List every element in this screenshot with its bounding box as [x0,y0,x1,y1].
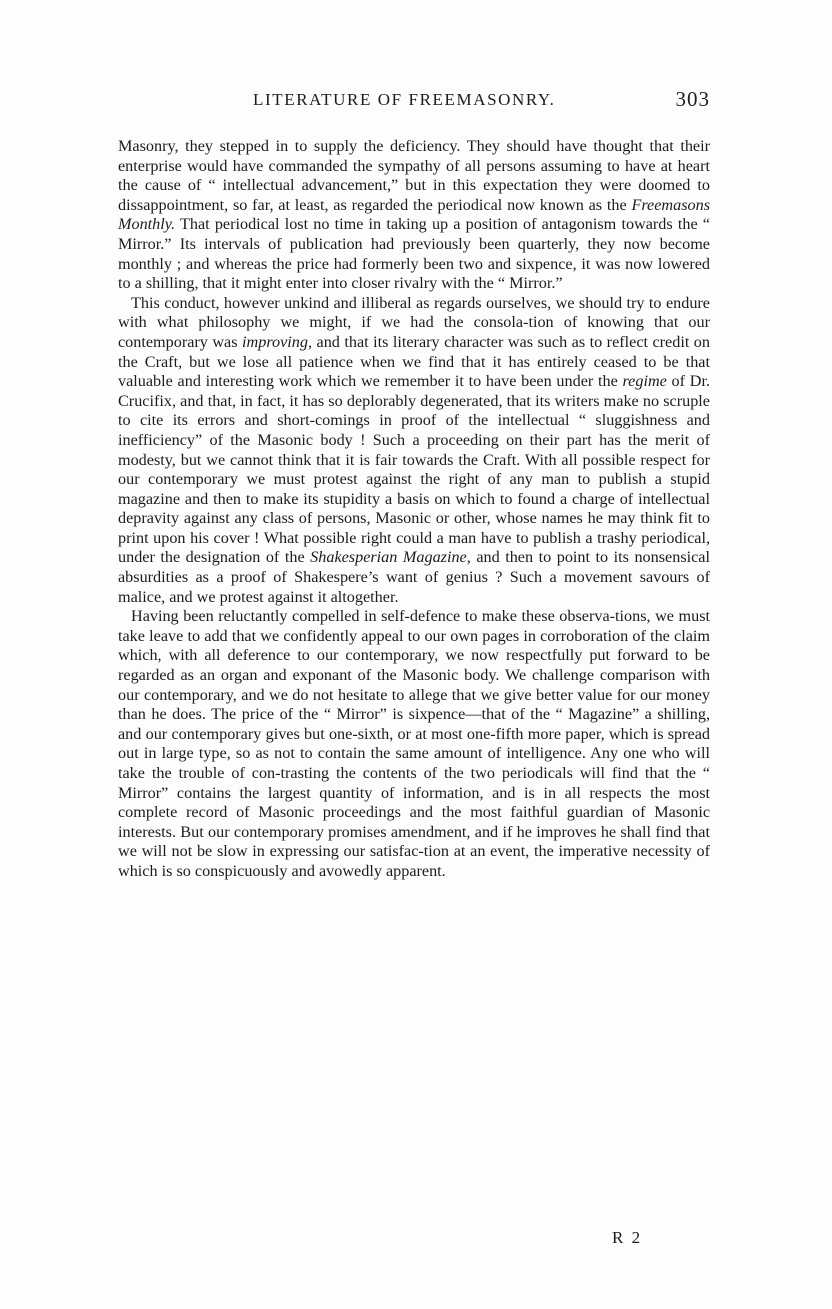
body-text [118,137,710,882]
paragraph-text: and that its literary character was such as to reflect credit on the Craft, but we lose all patience when we find that it has entirely ceased to be that valuable and interesting work which we remember it to have been under the [118,332,710,391]
paragraph-3 [118,607,710,881]
running-head [118,87,710,116]
paragraph-text: and then to point to its nonsensical absurdities as a proof of Shakespere’s want of genius ? Such a movement savours of malice, and we protest against it altogether. [118,548,710,606]
paragraph-text: Having been reluctantly compelled in self-defence to make these observa-tions, we must take leave to add that we confidently appeal to our own pages in corroboration of the claim which, with all deference to our contemporary, we now respectfully put forward to be regarded as an organ and exponant of the Masonic body. We challenge comparison with our contemporary, and we do not hesitate to allege that we give better value for our money than he does. The price of the “ Mirror” is sixpence—that of the “ Magazine” a shilling, and our contemporary gives but one-sixth, or at most one-fifth more paper, which is spread out in large type, so as not to contain the same amount of intelligence. Any one who will take the trouble of con-trasting the contents of the two periodicals will find that the “ Mirror” contains the largest quantity of information, and is in all respects the most complete record of Masonic proceedings and the most faithful guardian of Masonic interests. But our contemporary promises amendment, and if he improves he shall find that we will not be slow in expressing our satisfac-tion at an event, the imperative necessity of which is so conspicuously and avowedly apparent. [118,607,710,880]
paragraph-2 [118,294,710,608]
paragraph-1 [118,137,710,294]
paragraph-text: That periodical lost no time in taking up a position of antagonism towards the “ Mirror.” Its intervals of publication had previously been quarterly, they now become monthly ; and whereas the price had formerly been two and sixpence, it was now lowered to a shilling, that it might enter into closer rivalry with the “ Mirror.” [118,215,710,293]
italic-title-text: improving, [242,332,313,351]
italic-title-text: Shakesperian Magazine, [310,548,471,567]
paragraph-text: This conduct, however unkind and illiberal as regards ourselves, we should try to endure with what philosophy we might, if we had the consola-tion of knowing that our contemporary was [118,293,710,351]
running-title: LITERATURE OF FREEMASONRY. [253,90,556,109]
paragraph-text: Masonry, they stepped in to supply the deficiency. They should have thought that their enterprise would have commanded the sympathy of all persons assuming to have at heart the cause of “ intellectual advancement,” but in this expectation they were doomed to dissappointment, so far, at least, as regarded the periodical now known as the [118,137,710,214]
paragraph-text: of Dr. Crucifix, and that, in fact, it has so deplorably degenerated, that its writers make no scruple to cite its errors and short-comings in proof of the intellectual “ sluggishness and inefficiency” of the Masonic body ! Such a proceeding on their part has the merit of modesty, but we cannot think that it is fair towards the Craft. With all possible respect for our contemporary we must protest against the right of any man to publish a stupid magazine and then to make its stupidity a basis on which to found a charge of intellectual depravity against any class of persons, Masonic or other, whose names he may think fit to print upon his cover ! What possible right could a man have to publish a trashy periodical, under the designation of the [118,372,710,567]
italic-title-text: regime [622,372,667,391]
signature-mark: R 2 [612,1228,643,1247]
page-number: 303 [675,87,710,111]
italic-title-text: Freemasons Monthly. [118,195,710,234]
